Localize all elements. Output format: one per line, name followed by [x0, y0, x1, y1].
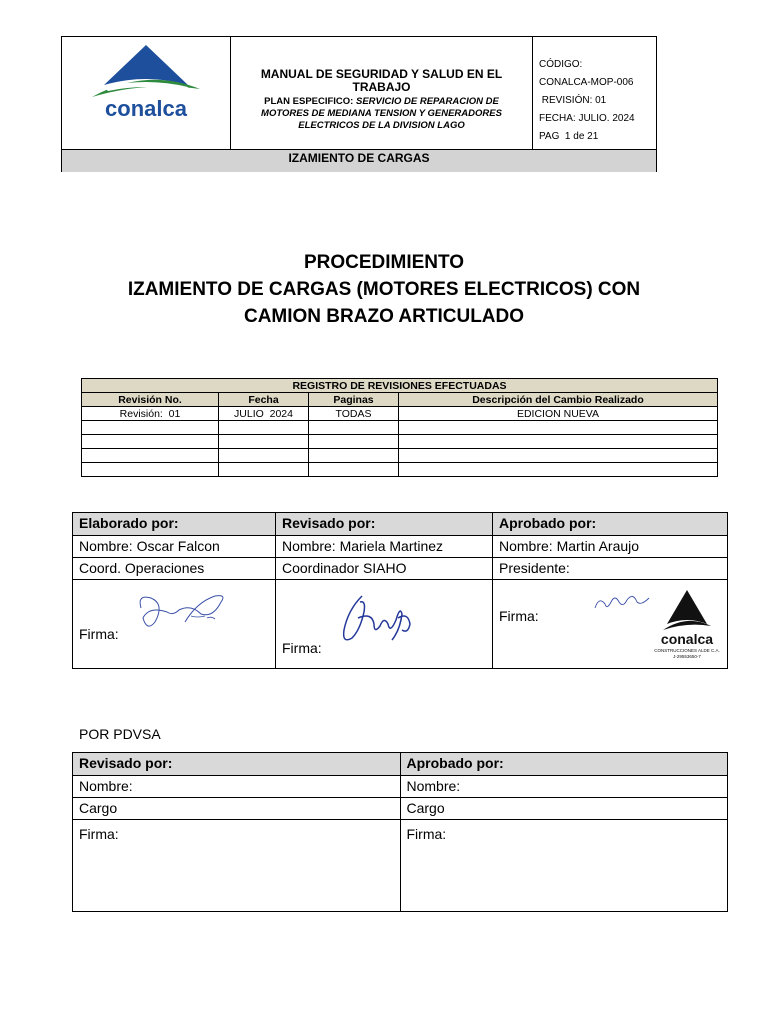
elaborado-name: Nombre: Oscar Falcon [73, 536, 276, 558]
signature-martin-icon [593, 588, 653, 618]
page-value: PAG 1 de 21 [539, 131, 599, 142]
page-title [0, 249, 768, 330]
firma-label: Firma: [79, 626, 119, 642]
column-header: Revisión No. [82, 393, 219, 407]
document-meta [533, 37, 657, 149]
company-logo [62, 37, 231, 149]
date-value: FECHA: JULIO. 2024 [539, 113, 635, 124]
code-label: CÓDIGO: [539, 59, 583, 70]
column-header: Descripción del Cambio Realizado [399, 393, 718, 407]
column-header: Paginas [309, 393, 399, 407]
elaborado-header: Elaborado por: [73, 513, 276, 536]
plan-text: SERVICIO DE REPARACION DE MOTORES DE MEDIANA TENSION Y GENERADORES ELECTRICOS DE LA DIVISION LAGO [261, 96, 502, 131]
table-cell: TODAS [309, 407, 399, 421]
column-header: Fecha [219, 393, 309, 407]
logo-text: conalca [105, 96, 187, 121]
title-line-3: CAMION BRAZO ARTICULADO [243, 306, 525, 327]
plan-label: PLAN ESPECIFICO: [264, 96, 354, 107]
pdvsa-aprobado-header: Aprobado por: [400, 753, 728, 776]
aprobado-role: Presidente: [493, 558, 728, 580]
table-row [82, 407, 718, 421]
table-row [82, 421, 718, 435]
title-line-2: IZAMIENTO DE CARGAS (MOTORES ELECTRICOS) CON [127, 279, 641, 300]
revisado-signature-cell [276, 580, 493, 669]
elaborado-signature-cell [73, 580, 276, 669]
stamp-line-1: CONSTRUCCIONES ALDE C.A. [654, 648, 720, 653]
table-row [82, 463, 718, 477]
table-row [82, 435, 718, 449]
signature-oscar-icon [135, 588, 235, 638]
pdvsa-revisado-header: Revisado por: [73, 753, 401, 776]
revisado-header: Revisado por: [276, 513, 493, 536]
pdvsa-aprobado-role: Cargo [400, 798, 728, 820]
document-header [61, 36, 657, 172]
pdvsa-revisado-role: Cargo [73, 798, 401, 820]
plan-description [231, 96, 532, 132]
aprobado-name: Nombre: Martin Araujo [493, 536, 728, 558]
pdvsa-table [72, 752, 728, 912]
signatures-table [72, 512, 728, 669]
elaborado-role: Coord. Operaciones [73, 558, 276, 580]
pdvsa-caption: POR PDVSA [79, 726, 161, 742]
firma-label: Firma: [282, 640, 322, 656]
revisions-table [81, 378, 718, 477]
code-value: CONALCA-MOP-006 [539, 77, 634, 88]
revisions-caption: REGISTRO DE REVISIONES EFECTUADAS [82, 379, 718, 393]
pdvsa-revisado-firma: Firma: [73, 820, 401, 912]
header-title-block [231, 37, 533, 149]
revisado-role: Coordinador SIAHO [276, 558, 493, 580]
table-cell: EDICION NUEVA [399, 407, 718, 421]
pdvsa-revisado-name: Nombre: [73, 776, 401, 798]
manual-title: MANUAL DE SEGURIDAD Y SALUD EN EL TRABAJO [260, 67, 503, 94]
table-cell: Revisión: 01 [82, 407, 219, 421]
table-cell: JULIO 2024 [219, 407, 309, 421]
section-bar: IZAMIENTO DE CARGAS [62, 149, 656, 172]
company-stamp-icon [651, 586, 721, 664]
table-row [82, 449, 718, 463]
aprobado-signature-cell [493, 580, 728, 669]
stamp-name: conalca [660, 631, 714, 647]
aprobado-header: Aprobado por: [493, 513, 728, 536]
title-line-1: PROCEDIMIENTO [303, 252, 465, 273]
pdvsa-aprobado-name: Nombre: [400, 776, 728, 798]
stamp-line-2: J-29553650-7 [673, 654, 701, 659]
revision-value: REVISIÓN: 01 [539, 95, 607, 106]
signature-mariela-icon [338, 590, 418, 650]
pdvsa-aprobado-firma: Firma: [400, 820, 728, 912]
conalca-logo-icon [62, 37, 230, 149]
firma-label: Firma: [499, 608, 539, 624]
revisado-name: Nombre: Mariela Martinez [276, 536, 493, 558]
